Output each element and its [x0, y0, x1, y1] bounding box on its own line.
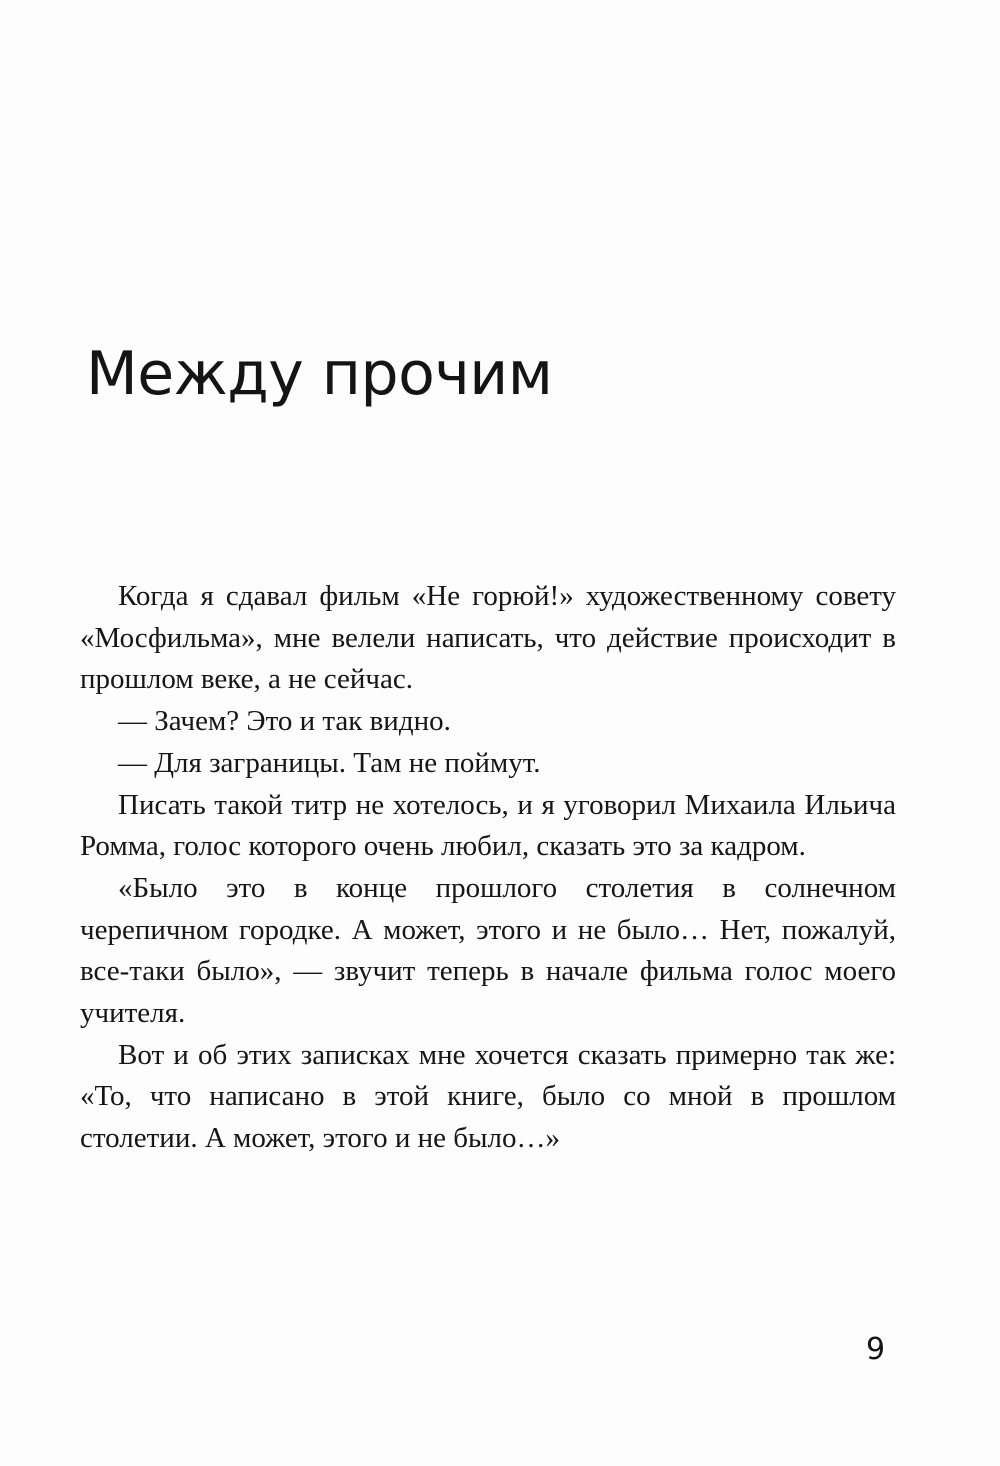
- chapter-title: Между прочим: [86, 339, 553, 409]
- paragraph: — Зачем? Это и так видно.: [118, 705, 451, 738]
- page-number: 9: [866, 1332, 886, 1367]
- paragraph: Когда я сдавал фильм «Не горюй!» художественному совету «Мосфильма», мне велели написать, что действие происходит в прошлом веке, а не сейчас.: [80, 580, 896, 696]
- paragraph: «Было это в конце прошлого столетия в солнечном черепичном городке. А может, этого и не было… Нет, пожалуй, все-таки было», — звучит теперь в начале фильма голос моего учителя.: [80, 871, 896, 1030]
- chapter-body: [80, 576, 896, 1160]
- paragraph: Писать такой титр не хотелось, и я уговорил Михаила Ильича Ромма, голос которого очень любил, сказать это за кадром.: [80, 788, 896, 863]
- paragraph: Вот и об этих записках мне хочется сказать примерно так же: «То, что написано в этой книге, было со мной в прошлом столетии. А может, этого и не было…»: [80, 1038, 896, 1155]
- paragraph: — Для заграницы. Там не поймут.: [118, 746, 541, 779]
